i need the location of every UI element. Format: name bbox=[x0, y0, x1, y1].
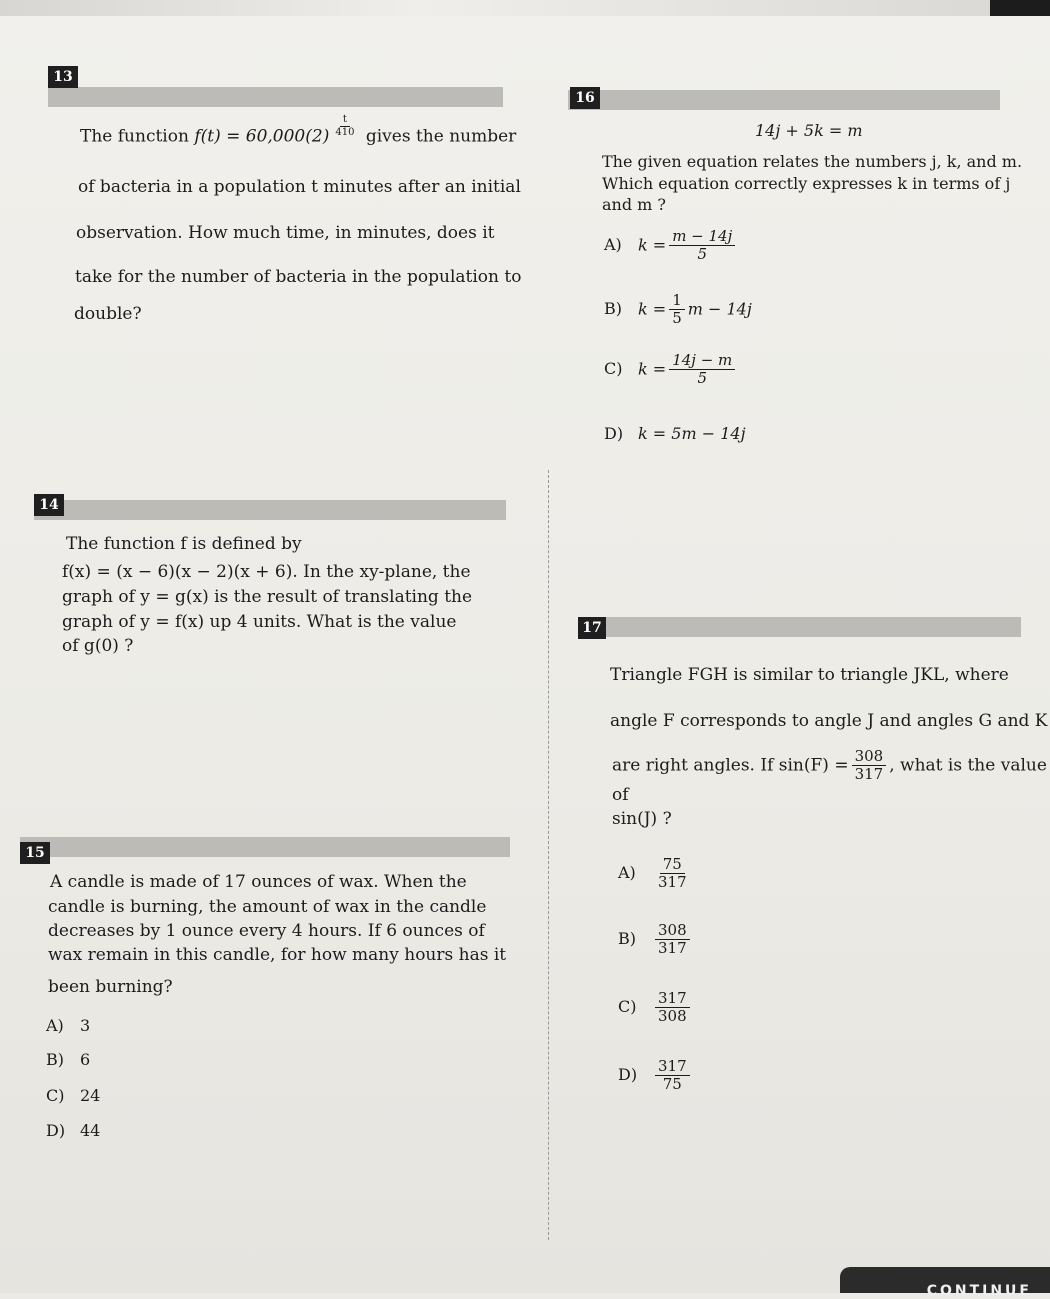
q17-line2: angle F corresponds to angle J and angles G and K bbox=[610, 711, 1048, 731]
q17-choice-a[interactable]: A) $\frac{75}{317}$ bbox=[618, 855, 687, 892]
q15-choice-c[interactable]: C) 24 bbox=[46, 1086, 101, 1105]
q17-choice-c[interactable]: C) $\frac{317}{308}$ bbox=[618, 990, 693, 1026]
q15-line4: wax remain in this candle, for how many hours has it bbox=[48, 945, 507, 965]
q16-number: 16 bbox=[570, 87, 600, 109]
q17-header-bar bbox=[578, 617, 1021, 637]
continue-banner[interactable] bbox=[840, 1267, 1050, 1299]
q16-line1: The given equation relates the numbers j, k, and m. bbox=[602, 152, 1023, 171]
q15-header-bar bbox=[20, 837, 510, 857]
top-tab bbox=[990, 0, 1050, 16]
q15-number: 15 bbox=[20, 842, 50, 864]
q17-line1: Triangle FGH is similar to triangle JKL, where bbox=[610, 665, 1009, 685]
q17-choice-b[interactable]: B) $\frac{308}{317}$ bbox=[618, 922, 693, 958]
q15-line5: been burning? bbox=[48, 977, 173, 997]
q13-line3: observation. How much time, in minutes, does it bbox=[76, 223, 495, 243]
q16-line2: Which equation correctly expresses k in terms of j bbox=[602, 174, 1011, 193]
q14-header-bar bbox=[34, 500, 506, 520]
q16-choice-c[interactable]: C) k = $\frac{14j - m}{5}$ bbox=[604, 352, 738, 388]
q14-line5: of g(0) ? bbox=[62, 636, 134, 656]
q17-line4: sin(J) ? bbox=[612, 809, 672, 829]
q14-line1: The function f is defined by bbox=[66, 534, 302, 554]
q15-line2: candle is burning, the amount of wax in the candle bbox=[48, 897, 487, 917]
q17-number: 17 bbox=[578, 617, 606, 639]
q14-number: 14 bbox=[34, 494, 64, 516]
q16-choice-d[interactable]: D) k = 5m − 14j bbox=[604, 424, 746, 443]
page-top-edge bbox=[0, 0, 1050, 16]
continue-label: CONTINUE bbox=[926, 1283, 1032, 1299]
q13-line5: double? bbox=[74, 304, 142, 324]
q13-line2: of bacteria in a population t minutes after an initial bbox=[78, 177, 521, 197]
q15-choice-b[interactable]: B) 6 bbox=[46, 1050, 91, 1069]
q13-number: 13 bbox=[48, 66, 78, 88]
q14-line4: graph of y = f(x) up 4 units. What is the value bbox=[62, 612, 457, 632]
q15-choice-d[interactable]: D) 44 bbox=[46, 1121, 101, 1140]
q17-line3: are right angles. If sin(F) = $\frac{308}{317}$ , what is the value of bbox=[612, 747, 1047, 805]
column-divider bbox=[548, 470, 549, 1240]
q14-line2: f(x) = (x − 6)(x − 2)(x + 6). In the xy-plane, the bbox=[62, 562, 471, 582]
q16-choice-b[interactable]: B) k = $\frac{1}{5}$ m − 14j bbox=[604, 291, 752, 328]
q16-header-bar bbox=[568, 90, 1000, 110]
q17-choice-d[interactable]: D) $\frac{317}{75}$ bbox=[618, 1058, 693, 1094]
q15-line3: decreases by 1 ounce every 4 hours. If 6 ounces of bbox=[48, 921, 485, 941]
q15-line1: A candle is made of 17 ounces of wax. When the bbox=[50, 872, 467, 892]
q15-choice-a[interactable]: A) 3 bbox=[46, 1016, 91, 1035]
q16-choice-a[interactable]: A) k = $\frac{m - 14j}{5}$ bbox=[604, 228, 738, 264]
q13-header-bar bbox=[48, 87, 503, 107]
q13-line1: The function f(t) = 60,000(2) $^{\frac{t}{410}}$ gives the number bbox=[80, 114, 517, 147]
q16-equation: 14j + 5k = m bbox=[755, 121, 863, 140]
q16-line3: and m ? bbox=[602, 195, 667, 214]
q13-line4: take for the number of bacteria in the population to bbox=[75, 267, 522, 287]
q14-line3: graph of y = g(x) is the result of translating the bbox=[62, 587, 473, 607]
